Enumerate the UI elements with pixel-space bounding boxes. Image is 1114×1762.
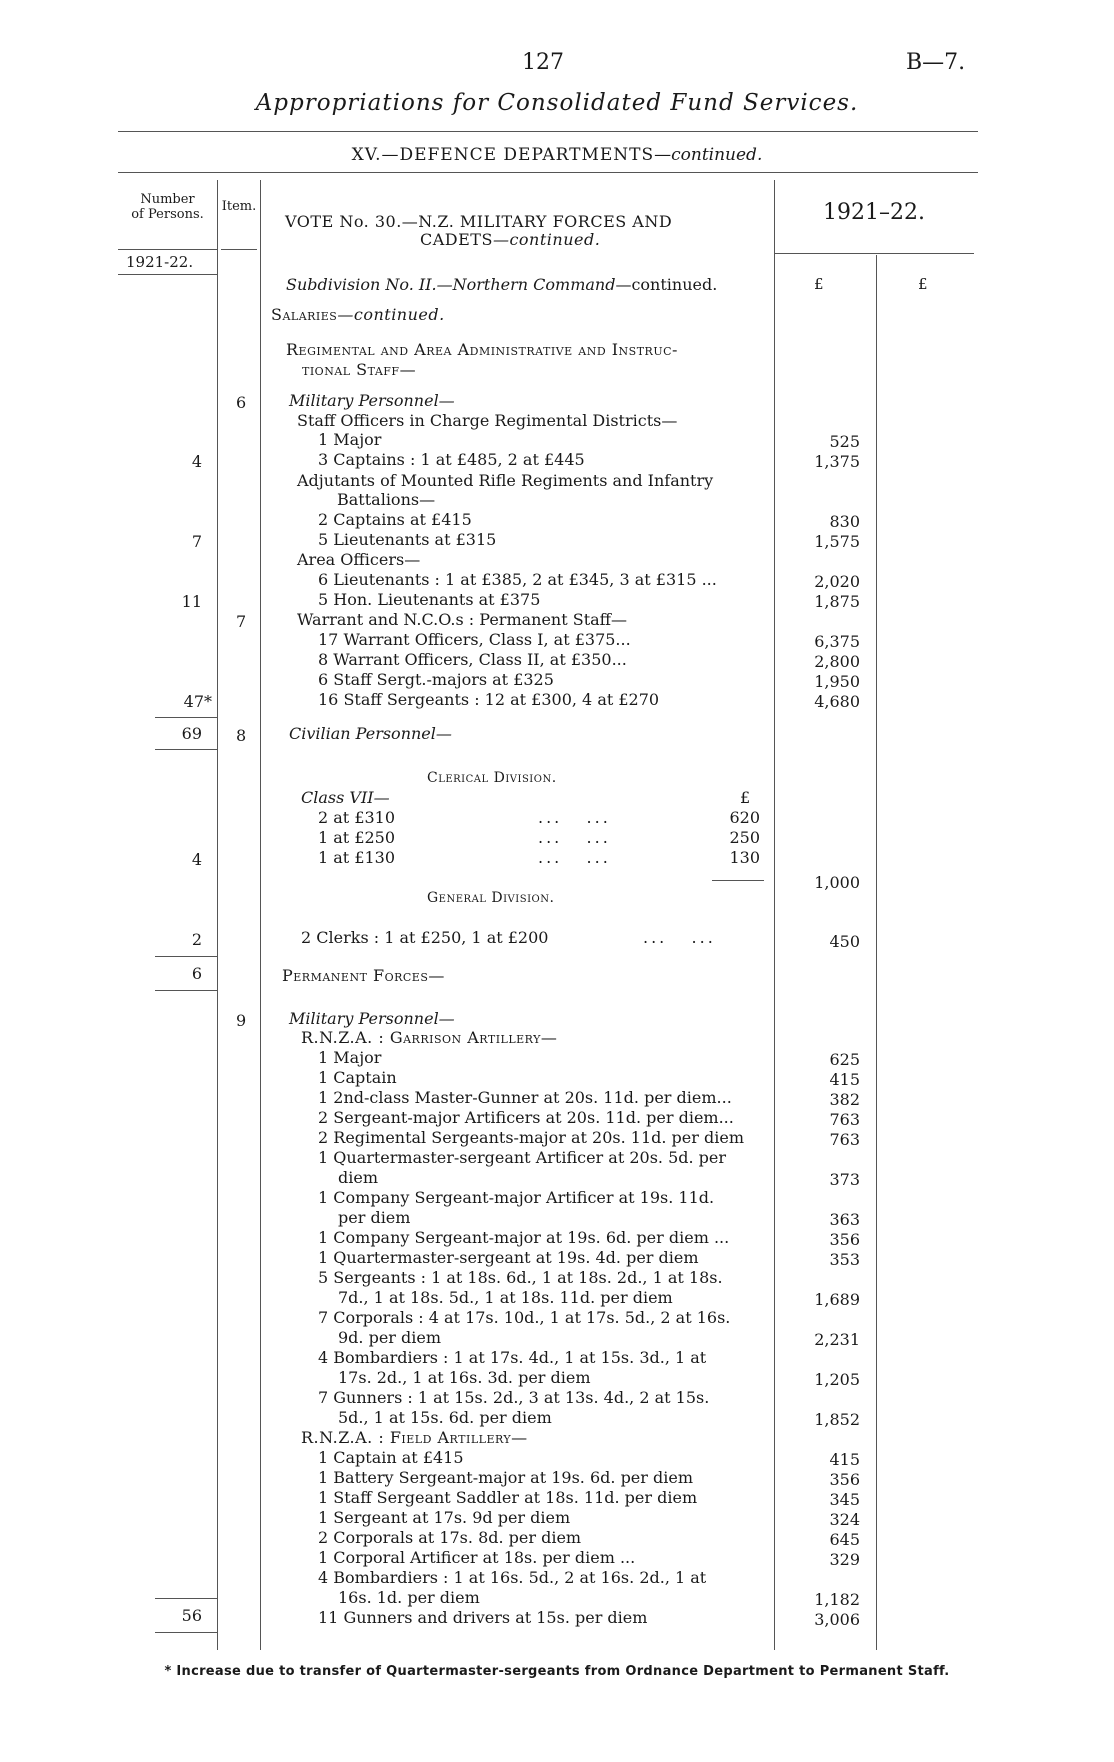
amount: 353 (829, 1250, 860, 1269)
line-item (318, 1248, 760, 1268)
persons-count: 4 (191, 452, 202, 471)
line-text: 1 Quartermaster-sergeant at 19s. 4d. per diem (318, 1248, 699, 1267)
item-number-8: 8 (236, 726, 247, 745)
amount: 345 (829, 1490, 860, 1509)
amount: 525 (829, 432, 860, 451)
amount: 625 (829, 1050, 860, 1069)
rule-subtotal (712, 880, 764, 881)
line-item (318, 1528, 760, 1548)
amount: 1,575 (814, 532, 860, 551)
amount: 830 (829, 512, 860, 531)
clerical-division: Clerical Division. (427, 770, 557, 786)
line-text: 1 Captain (318, 1068, 397, 1087)
amount: 1,950 (814, 672, 860, 691)
amount: 1,182 (814, 1590, 860, 1609)
line-text: 17s. 2d., 1 at 16s. 3d. per diem (338, 1368, 591, 1387)
line-item: 1 at £130 ... ... 130 (318, 848, 760, 867)
line-text: 4 Bombardiers : 1 at 17s. 4d., 1 at 15s. 3d., 1 at (318, 1348, 707, 1367)
salaries-heading: Salaries—continued. (271, 305, 445, 324)
section-heading: XV.—DEFENCE DEPARTMENTS—continued. (351, 145, 763, 165)
amount: 1,375 (814, 452, 860, 471)
line-item (318, 1468, 760, 1488)
line-item (318, 1508, 760, 1528)
permanent-forces-heading: Permanent Forces— (282, 966, 445, 985)
amount: 450 (829, 932, 860, 951)
amount: 1,689 (814, 1290, 860, 1309)
persons-header: Number of Persons. (131, 192, 204, 222)
col-divider-amounts-inner (876, 255, 877, 1650)
line-item (318, 1048, 760, 1068)
line-item (318, 1228, 760, 1248)
line-item: 3 Captains : 1 at £485, 2 at £445 (318, 450, 585, 469)
page-number: 127 (522, 50, 564, 75)
line-item: 6 Lieutenants : 1 at £385, 2 at £345, 3 at £315 ... (318, 570, 717, 589)
rule-subtotal (155, 717, 217, 718)
line-item: 2 Clerks : 1 at £250, 1 at £200 ... ... (301, 928, 716, 947)
line-text: 1 Company Sergeant-major at 19s. 6d. per diem ... (318, 1228, 730, 1247)
amount-year: 1921–22. (823, 200, 925, 225)
military-personnel-heading: Military Personnel— (289, 391, 455, 410)
field-heading: R.N.Z.A. : Field Artillery— (301, 1428, 528, 1447)
line-text: 1 Sergeant at 17s. 9d per diem (318, 1508, 571, 1527)
rule-persons-year (118, 274, 217, 275)
line-item (318, 1348, 760, 1368)
line-text: 1 Quartermaster-sergeant Artificer at 20s. 5d. per (318, 1148, 727, 1167)
persons-year: 1921-22. (126, 253, 194, 271)
adjutants-group: Adjutants of Mounted Rifle Regiments and Infantry Battalions— (297, 471, 714, 509)
pound-col-1: £ (814, 275, 824, 293)
amount: 356 (829, 1470, 860, 1489)
line-text: 9d. per diem (338, 1328, 442, 1347)
amount: 3,006 (814, 1610, 860, 1629)
line-continuation (338, 1288, 760, 1308)
subdivision-heading: Subdivision No. II.—Northern Command—continued. (286, 275, 718, 294)
amount: 382 (829, 1090, 860, 1109)
line-text: per diem (338, 1208, 411, 1227)
footnote: * Increase due to transfer of Quartermaster-sergeants from Ordnance Department to Permanent Staff. (164, 1664, 950, 1679)
line-item (318, 1108, 760, 1128)
line-item: 6 Staff Sergt.-majors at £325 (318, 670, 554, 689)
line-text: 16s. 1d. per diem (338, 1588, 480, 1607)
rule-subtotal (155, 1632, 217, 1633)
col-divider-persons (217, 180, 218, 1650)
line-item: 2 at £310 ... ... 620 (318, 808, 760, 827)
regimental-heading: Regimental and Area Administrative and Instruc- tional Staff— (286, 340, 678, 379)
general-division: General Division. (427, 890, 555, 906)
line-continuation (338, 1168, 760, 1188)
line-item (318, 1308, 760, 1328)
line-text: 7 Corporals : 4 at 17s. 10d., 1 at 17s. 5d., 2 at 16s. (318, 1308, 731, 1327)
line-item (318, 1268, 760, 1288)
amount: 763 (829, 1130, 860, 1149)
line-item (318, 1128, 760, 1148)
persons-count: 47* (183, 692, 212, 711)
line-text: 11 Gunners and drivers at 15s. per diem (318, 1608, 648, 1627)
line-item (318, 1068, 760, 1088)
amount: 415 (829, 1450, 860, 1469)
line-item: 5 Hon. Lieutenants at £375 (318, 590, 541, 609)
line-continuation (338, 1408, 760, 1428)
warrant-group: Warrant and N.C.O.s : Permanent Staff— (297, 610, 628, 629)
line-item (318, 1148, 760, 1168)
amount: 1,875 (814, 592, 860, 611)
amount: 415 (829, 1070, 860, 1089)
rule-subtotal (155, 990, 217, 991)
line-text: 5 Sergeants : 1 at 18s. 6d., 1 at 18s. 2d., 1 at 18s. (318, 1268, 723, 1287)
line-text: diem (338, 1168, 378, 1187)
amount: 2,020 (814, 572, 860, 591)
amount: 4,680 (814, 692, 860, 711)
line-text: 5d., 1 at 15s. 6d. per diem (338, 1408, 552, 1427)
item-header: Item. (221, 199, 257, 214)
rule-amount-head (774, 253, 974, 254)
rule-subtotal (155, 1598, 217, 1599)
line-item: 17 Warrant Officers, Class I, at £375... (318, 630, 631, 649)
amount: 2,800 (814, 652, 860, 671)
persons-count: 2 (191, 930, 202, 949)
line-continuation (338, 1368, 760, 1388)
amount: 324 (829, 1510, 860, 1529)
rule-persons-head (118, 249, 217, 250)
line-text: 1 Corporal Artificer at 18s. per diem ... (318, 1548, 636, 1567)
line-item (318, 1608, 760, 1628)
pound-col-2: £ (918, 275, 928, 293)
line-continuation (338, 1208, 760, 1228)
persons-count: 11 (181, 592, 202, 611)
persons-count: 7 (191, 532, 202, 551)
area-officers-group: Area Officers— (297, 550, 421, 569)
amount: 6,375 (814, 632, 860, 651)
item-number-7: 7 (236, 612, 247, 631)
line-item: 1 at £250 ... ... 250 (318, 828, 760, 847)
line-text: 1 2nd-class Master-Gunner at 20s. 11d. per diem... (318, 1088, 732, 1107)
line-continuation (338, 1588, 760, 1608)
item-number-9: 9 (236, 1011, 247, 1030)
item-number-6: 6 (236, 393, 247, 412)
amount: 1,205 (814, 1370, 860, 1389)
persons-total: 69 (181, 724, 202, 743)
garrison-heading: R.N.Z.A. : Garrison Artillery— (301, 1028, 558, 1047)
line-text: 1 Major (318, 1048, 382, 1067)
line-item: 8 Warrant Officers, Class II, at £350... (318, 650, 627, 669)
line-text: 7 Gunners : 1 at 15s. 2d., 3 at 13s. 4d., 2 at 15s. (318, 1388, 710, 1407)
rule-section (118, 172, 978, 173)
line-text: 4 Bombardiers : 1 at 16s. 5d., 2 at 16s. 2d., 1 at (318, 1568, 707, 1587)
line-item (318, 1088, 760, 1108)
amount: 763 (829, 1110, 860, 1129)
line-text: 7d., 1 at 18s. 5d., 1 at 18s. 11d. per diem (338, 1288, 673, 1307)
amount: 1,852 (814, 1410, 860, 1429)
class-vii: Class VII— (301, 788, 390, 807)
amount: 329 (829, 1550, 860, 1569)
line-item (318, 1568, 760, 1588)
line-item (318, 1388, 760, 1408)
line-item: 2 Captains at £415 (318, 510, 472, 529)
page-title: Appropriations for Consolidated Fund Services. (255, 90, 859, 116)
amount: 363 (829, 1210, 860, 1229)
persons-total: 6 (191, 964, 202, 983)
line-text: 1 Captain at £415 (318, 1448, 464, 1467)
line-item (318, 1448, 760, 1468)
page-reference: B—7. (906, 50, 966, 75)
civilian-heading: Civilian Personnel— (289, 724, 452, 743)
col-divider-item (260, 180, 261, 1650)
line-text: 2 Regimental Sergeants-major at 20s. 11d. per diem (318, 1128, 744, 1147)
amount: 645 (829, 1530, 860, 1549)
rule-subtotal (155, 749, 217, 750)
line-text: 2 Corporals at 17s. 8d. per diem (318, 1528, 582, 1547)
vote-heading: VOTE No. 30.—N.Z. MILITARY FORCES AND CADETS—continued. (285, 212, 673, 249)
line-text: 1 Staff Sergeant Saddler at 18s. 11d. per diem (318, 1488, 698, 1507)
line-item (318, 1548, 760, 1568)
rule-top (118, 131, 978, 132)
line-item: 5 Lieutenants at £315 (318, 530, 497, 549)
line-text: 2 Sergeant-major Artificers at 20s. 11d. per diem... (318, 1108, 734, 1127)
line-continuation (338, 1328, 760, 1348)
col-divider-amounts (774, 180, 775, 1650)
persons-count: 4 (191, 850, 202, 869)
amount-subtotal: 1,000 (814, 873, 860, 892)
amount: 2,231 (814, 1330, 860, 1349)
persons-total: 56 (181, 1606, 202, 1625)
line-text: 1 Company Sergeant-major Artificer at 19s. 11d. (318, 1188, 715, 1207)
military-personnel-heading: Military Personnel— (289, 1009, 455, 1028)
staff-officers-group: Staff Officers in Charge Regimental Districts— (297, 411, 678, 430)
line-item: 16 Staff Sergeants : 12 at £300, 4 at £270 (318, 690, 660, 709)
line-item: 1 Major (318, 430, 382, 449)
pound-sign: £ (740, 788, 751, 807)
rule-item-head (221, 249, 257, 250)
line-item (318, 1488, 760, 1508)
rule-subtotal (155, 956, 217, 957)
line-item (318, 1188, 760, 1208)
amount: 373 (829, 1170, 860, 1189)
line-text: 1 Battery Sergeant-major at 19s. 6d. per diem (318, 1468, 694, 1487)
amount: 356 (829, 1230, 860, 1249)
